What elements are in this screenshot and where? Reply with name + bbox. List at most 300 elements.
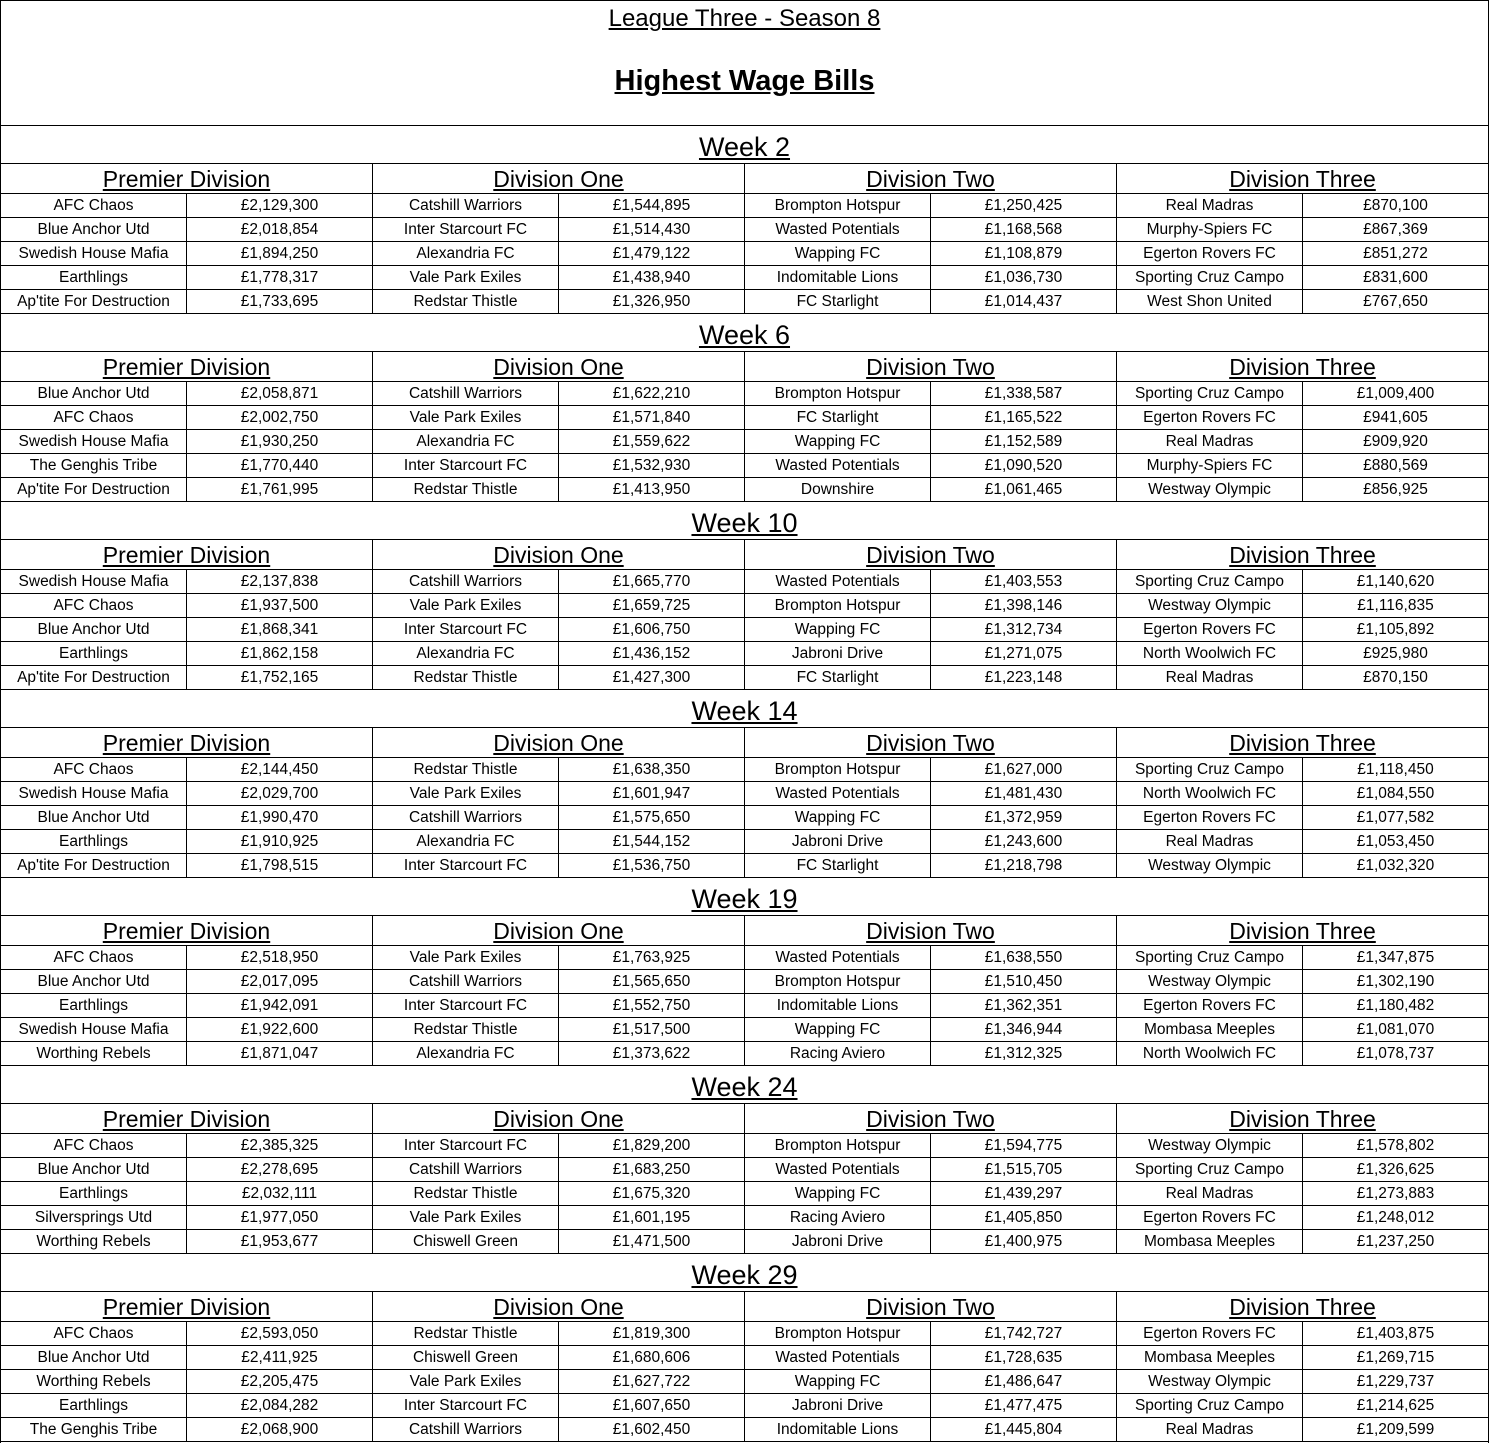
wage-cell[interactable]: £1,471,500 [612,1233,691,1250]
wage-cell[interactable]: £1,930,250 [240,433,319,450]
team-cell[interactable]: Redstar Thistle [373,666,559,689]
team-cell[interactable]: Real Madras [1117,194,1303,217]
team-cell[interactable]: Real Madras [1117,1418,1303,1441]
team-cell[interactable]: Real Madras [1117,430,1303,453]
wage-cell[interactable]: £1,862,158 [240,645,319,662]
wage-cell[interactable]: £1,152,589 [984,433,1063,450]
team-cell[interactable]: Sporting Cruz Campo [1117,1394,1303,1417]
team-cell[interactable]: Brompton Hotspur [745,970,931,993]
wage-cell[interactable]: £1,009,400 [1356,385,1435,402]
team-cell[interactable]: Vale Park Exiles [373,266,559,289]
wage-cell[interactable]: £1,638,550 [984,949,1063,966]
wage-cell[interactable]: £1,665,770 [612,573,691,590]
team-cell[interactable]: Blue Anchor Utd [1,1158,187,1181]
wage-cell[interactable]: £1,405,850 [984,1209,1063,1226]
team-cell[interactable]: The Genghis Tribe [1,454,187,477]
team-cell[interactable]: Westway Olympic [1117,1370,1303,1393]
wage-cell[interactable]: £2,144,450 [240,761,319,778]
team-cell[interactable]: Catshill Warriors [373,382,559,405]
team-cell[interactable]: Wapping FC [745,1182,931,1205]
team-cell[interactable]: Wasted Potentials [745,946,931,969]
wage-cell[interactable]: £941,605 [1363,409,1428,426]
team-cell[interactable]: Egerton Rovers FC [1117,1322,1303,1345]
wage-cell[interactable]: £1,514,430 [612,221,691,238]
wage-cell[interactable]: £1,559,622 [612,433,691,450]
team-cell[interactable]: Redstar Thistle [373,290,559,313]
team-cell[interactable]: Blue Anchor Utd [1,382,187,405]
wage-cell[interactable]: £1,078,737 [1356,1045,1435,1062]
wage-cell[interactable]: £1,436,152 [612,645,691,662]
wage-cell[interactable]: £1,659,725 [612,597,691,614]
team-cell[interactable]: Brompton Hotspur [745,382,931,405]
wage-cell[interactable]: £1,683,250 [612,1161,691,1178]
wage-cell[interactable]: £1,515,705 [984,1161,1063,1178]
team-cell[interactable]: FC Starlight [745,854,931,877]
wage-cell[interactable]: £1,486,647 [984,1373,1063,1390]
wage-cell[interactable]: £1,273,883 [1356,1185,1435,1202]
team-cell[interactable]: Wapping FC [745,806,931,829]
division-table [1,1292,373,1442]
wage-cell[interactable]: £1,601,195 [612,1209,691,1226]
team-cell[interactable]: Brompton Hotspur [745,594,931,617]
wage-cell[interactable]: £1,403,875 [1356,1325,1435,1342]
wage-cell[interactable]: £1,116,835 [1357,597,1434,614]
wage-cell[interactable]: £2,002,750 [240,409,319,426]
wage-cell[interactable]: £1,223,148 [984,669,1063,686]
team-cell[interactable]: Earthlings [1,266,187,289]
team-cell[interactable]: Brompton Hotspur [745,758,931,781]
division-title: Division One [373,1292,744,1322]
team-cell[interactable]: Redstar Thistle [373,478,559,501]
team-cell[interactable]: Wasted Potentials [745,1158,931,1181]
team-cell[interactable]: Jabroni Drive [745,830,931,853]
division-title: Division Two [745,1292,1116,1322]
team-cell[interactable]: Brompton Hotspur [745,1322,931,1345]
wage-cell[interactable]: £1,362,351 [984,997,1063,1014]
team-cell[interactable]: The Genghis Tribe [1,1418,187,1441]
table-row [373,618,744,642]
team-cell[interactable]: Murphy-Spiers FC [1117,218,1303,241]
table-row [1,406,372,430]
team-cell[interactable]: Swedish House Mafia [1,430,187,453]
team-cell[interactable]: Blue Anchor Utd [1,806,187,829]
wage-cell[interactable]: £1,922,600 [240,1021,319,1038]
team-cell[interactable]: Catshill Warriors [373,806,559,829]
team-cell[interactable]: Catshill Warriors [373,1418,559,1441]
team-cell[interactable]: Jabroni Drive [745,1230,931,1253]
wage-cell[interactable]: £870,150 [1363,669,1428,686]
team-cell[interactable]: Jabroni Drive [745,1394,931,1417]
team-cell[interactable]: Murphy-Spiers FC [1117,454,1303,477]
team-cell[interactable]: Inter Starcourt FC [373,618,559,641]
table-row [1117,266,1488,290]
team-cell[interactable]: Inter Starcourt FC [373,994,559,1017]
team-cell[interactable]: Alexandria FC [373,242,559,265]
wage-cell[interactable]: £1,372,959 [984,809,1063,826]
wage-cell[interactable]: £1,477,475 [984,1397,1063,1414]
team-cell[interactable]: Westway Olympic [1117,854,1303,877]
wage-cell[interactable]: £1,140,620 [1356,573,1435,590]
wage-cell[interactable]: £2,593,050 [240,1325,319,1342]
wage-cell[interactable]: £2,032,111 [241,1185,318,1202]
wage-cell[interactable]: £1,544,152 [612,833,691,850]
wage-cell[interactable]: £2,205,475 [240,1373,319,1390]
team-cell[interactable]: Alexandria FC [373,430,559,453]
wage-cell[interactable]: £1,271,075 [984,645,1063,662]
team-cell[interactable]: Mombasa Meeples [1117,1230,1303,1253]
table-row [1117,242,1488,266]
wage-cell[interactable]: £1,445,804 [984,1421,1063,1438]
team-cell[interactable]: Redstar Thistle [373,1322,559,1345]
team-cell[interactable]: Sporting Cruz Campo [1117,570,1303,593]
wage-cell[interactable]: £1,312,734 [984,621,1063,638]
wage-cell[interactable]: £1,398,146 [984,597,1063,614]
team-cell[interactable]: Indomitable Lions [745,994,931,1017]
wage-cell[interactable]: £2,017,095 [240,973,319,990]
wage-cell[interactable]: £1,438,940 [612,269,691,286]
team-cell[interactable]: Catshill Warriors [373,570,559,593]
team-cell[interactable]: AFC Chaos [1,406,187,429]
wage-cell[interactable]: £1,269,715 [1356,1349,1435,1366]
wage-cell[interactable]: £831,600 [1363,269,1428,286]
team-cell[interactable]: Earthlings [1,994,187,1017]
wage-cell[interactable]: £2,129,300 [240,197,319,214]
team-cell[interactable]: Alexandria FC [373,642,559,665]
team-cell[interactable]: Westway Olympic [1117,970,1303,993]
wage-cell[interactable]: £870,100 [1363,197,1428,214]
team-cell[interactable]: Sporting Cruz Campo [1117,382,1303,405]
team-cell[interactable]: Catshill Warriors [373,1158,559,1181]
wage-cell[interactable]: £2,411,925 [241,1349,318,1366]
wage-cell[interactable]: £1,977,050 [240,1209,319,1226]
wage-cell[interactable]: £1,403,553 [984,573,1063,590]
wage-cell[interactable]: £1,575,650 [612,809,691,826]
wage-cell[interactable]: £1,868,341 [240,621,319,638]
table-row [1117,1418,1488,1442]
wage-cell[interactable]: £2,137,838 [240,573,319,590]
team-cell[interactable]: Indomitable Lions [745,1418,931,1441]
team-cell[interactable]: Egerton Rovers FC [1117,1206,1303,1229]
team-cell[interactable]: Wasted Potentials [745,218,931,241]
wage-cell[interactable]: £1,742,727 [984,1325,1063,1342]
wage-cell[interactable]: £1,118,450 [1357,761,1434,778]
wage-cell[interactable]: £1,346,944 [984,1021,1063,1038]
team-cell[interactable]: Westway Olympic [1117,478,1303,501]
wage-cell[interactable]: £851,272 [1363,245,1428,262]
team-cell[interactable]: Wapping FC [745,242,931,265]
team-cell[interactable]: Earthlings [1,830,187,853]
team-cell[interactable]: FC Starlight [745,290,931,313]
wage-cell[interactable]: £1,770,440 [240,457,319,474]
team-cell[interactable]: Ap'tite For Destruction [1,290,187,313]
wage-cell[interactable]: £1,990,470 [240,809,319,826]
team-cell[interactable]: Brompton Hotspur [745,1134,931,1157]
wage-cell[interactable]: £1,400,975 [984,1233,1063,1250]
wage-cell[interactable]: £1,036,730 [984,269,1063,286]
wage-cell[interactable]: £1,481,430 [984,785,1063,802]
team-cell[interactable]: Redstar Thistle [373,1018,559,1041]
team-cell[interactable]: Blue Anchor Utd [1,970,187,993]
wage-cell[interactable]: £1,622,210 [612,385,691,402]
wage-cell[interactable]: £1,606,750 [612,621,691,638]
wage-cell[interactable]: £767,650 [1363,293,1428,310]
wage-cell[interactable]: £1,552,750 [612,997,691,1014]
division-title: Division Two [745,352,1116,382]
wage-cell[interactable]: £1,250,425 [984,197,1063,214]
wage-cell[interactable]: £1,937,500 [240,597,319,614]
team-cell[interactable]: AFC Chaos [1,758,187,781]
wage-cell[interactable]: £1,571,840 [612,409,691,426]
team-cell[interactable]: Mombasa Meeples [1117,1346,1303,1369]
team-cell[interactable]: Egerton Rovers FC [1117,806,1303,829]
table-row [745,946,1116,970]
team-cell[interactable]: Swedish House Mafia [1,1018,187,1041]
team-cell[interactable]: Wapping FC [745,430,931,453]
wage-cell[interactable]: £1,084,550 [1356,785,1435,802]
team-cell[interactable]: Jabroni Drive [745,642,931,665]
team-cell[interactable]: Inter Starcourt FC [373,1134,559,1157]
team-cell[interactable]: AFC Chaos [1,594,187,617]
team-cell[interactable]: Vale Park Exiles [373,406,559,429]
wage-cell[interactable]: £1,544,895 [612,197,691,214]
team-cell[interactable]: West Shon United [1117,290,1303,313]
team-cell[interactable]: Vale Park Exiles [373,782,559,805]
wage-cell[interactable]: £1,510,450 [984,973,1063,990]
team-cell[interactable]: Wasted Potentials [745,454,931,477]
team-cell[interactable]: FC Starlight [745,666,931,689]
divisions-row [1,1104,1488,1254]
wage-cell[interactable]: £1,675,320 [612,1185,691,1202]
wage-cell[interactable]: £856,925 [1363,481,1428,498]
wage-cell[interactable]: £1,752,165 [240,669,319,686]
table-row [1,1394,372,1418]
team-cell[interactable]: Westway Olympic [1117,594,1303,617]
wage-cell[interactable]: £1,763,925 [612,949,691,966]
team-cell[interactable]: Swedish House Mafia [1,570,187,593]
wage-cell[interactable]: £1,761,995 [240,481,319,498]
team-cell[interactable]: Worthing Rebels [1,1370,187,1393]
team-cell[interactable]: Egerton Rovers FC [1117,242,1303,265]
team-cell[interactable]: Worthing Rebels [1,1230,187,1253]
wage-cell[interactable]: £2,278,695 [240,1161,319,1178]
wage-cell[interactable]: £1,413,950 [612,481,691,498]
wage-cell[interactable]: £1,594,775 [984,1137,1063,1154]
wage-cell[interactable]: £1,532,930 [612,457,691,474]
divisions-row [1,164,1488,314]
wage-cell[interactable]: £2,018,854 [240,221,319,238]
team-cell[interactable]: Wasted Potentials [745,1346,931,1369]
team-cell[interactable]: Catshill Warriors [373,194,559,217]
team-cell[interactable]: FC Starlight [745,406,931,429]
team-cell[interactable]: Real Madras [1117,666,1303,689]
wage-cell[interactable]: £1,243,600 [984,833,1063,850]
team-cell[interactable]: AFC Chaos [1,194,187,217]
team-cell[interactable]: Swedish House Mafia [1,782,187,805]
wage-cell[interactable]: £1,108,879 [984,245,1063,262]
wage-cell[interactable]: £1,180,482 [1356,997,1435,1014]
table-row [1,290,372,314]
wage-cell[interactable]: £1,607,650 [612,1397,691,1414]
wage-cell[interactable]: £1,248,012 [1356,1209,1435,1226]
team-cell[interactable]: Sporting Cruz Campo [1117,266,1303,289]
wage-cell[interactable]: £1,209,599 [1356,1421,1435,1438]
team-cell[interactable]: Inter Starcourt FC [373,1394,559,1417]
wage-cell[interactable]: £1,105,892 [1356,621,1435,638]
team-cell[interactable]: AFC Chaos [1,1134,187,1157]
wage-cell[interactable]: £1,778,317 [240,269,319,286]
team-cell[interactable]: Inter Starcourt FC [373,218,559,241]
team-cell[interactable]: Indomitable Lions [745,266,931,289]
team-cell[interactable]: Inter Starcourt FC [373,854,559,877]
wage-cell[interactable]: £880,569 [1363,457,1428,474]
wage-cell[interactable]: £1,312,325 [984,1045,1063,1062]
wage-cell[interactable]: £2,068,900 [240,1421,319,1438]
wage-cell[interactable]: £1,871,047 [240,1045,319,1062]
team-cell[interactable]: Ap'tite For Destruction [1,854,187,877]
wage-cell[interactable]: £2,058,871 [240,385,319,402]
wage-cell[interactable]: £1,578,802 [1356,1137,1435,1154]
wage-cell[interactable]: £1,014,437 [984,293,1063,310]
wage-cell[interactable]: £1,942,091 [240,997,319,1014]
team-cell[interactable]: Brompton Hotspur [745,194,931,217]
wage-cell[interactable]: £1,237,250 [1356,1233,1435,1250]
table-row [1117,970,1488,994]
team-cell[interactable]: Inter Starcourt FC [373,454,559,477]
division-table [1,1104,373,1254]
team-cell[interactable]: Wapping FC [745,1370,931,1393]
table-row [1117,758,1488,782]
wage-cell[interactable]: £1,032,320 [1356,857,1435,874]
team-cell[interactable]: AFC Chaos [1,1322,187,1345]
wage-cell[interactable]: £1,910,925 [240,833,319,850]
team-cell[interactable]: Sporting Cruz Campo [1117,946,1303,969]
wage-cell[interactable]: £1,427,300 [612,669,691,686]
wage-cell[interactable]: £2,084,282 [240,1397,319,1414]
wage-cell[interactable]: £1,728,635 [984,1349,1063,1366]
wage-cell[interactable]: £1,347,875 [1356,949,1435,966]
team-cell[interactable]: Vale Park Exiles [373,1206,559,1229]
wage-cell[interactable]: £1,061,465 [984,481,1063,498]
team-cell[interactable]: Alexandria FC [373,830,559,853]
wage-cell[interactable]: £867,369 [1363,221,1428,238]
team-cell[interactable]: Chiswell Green [373,1230,559,1253]
wage-cell[interactable]: £1,602,450 [612,1421,691,1438]
team-cell[interactable]: AFC Chaos [1,946,187,969]
team-cell[interactable]: North Woolwich FC [1117,642,1303,665]
wage-cell[interactable]: £1,601,947 [612,785,691,802]
wage-cell[interactable]: £1,053,450 [1356,833,1435,850]
wage-cell[interactable]: £1,168,568 [984,221,1063,238]
team-cell[interactable]: Worthing Rebels [1,1042,187,1065]
team-cell[interactable]: Wapping FC [745,1018,931,1041]
team-cell[interactable]: Egerton Rovers FC [1117,406,1303,429]
team-cell[interactable]: Sporting Cruz Campo [1117,758,1303,781]
wage-cell[interactable]: £1,829,200 [612,1137,691,1154]
wage-cell[interactable]: £1,953,677 [240,1233,319,1250]
table-row [1,1018,372,1042]
wage-cell[interactable]: £1,798,515 [240,857,319,874]
team-cell[interactable]: Ap'tite For Destruction [1,666,187,689]
team-cell[interactable]: Real Madras [1117,830,1303,853]
wage-cell[interactable]: £1,165,522 [984,409,1063,426]
wage-cell[interactable]: £1,326,625 [1356,1161,1435,1178]
table-row [1,266,372,290]
team-cell[interactable]: Racing Aviero [745,1042,931,1065]
wage-cell[interactable]: £1,214,625 [1356,1397,1435,1414]
wage-cell[interactable]: £1,894,250 [240,245,319,262]
team-cell[interactable]: Wasted Potentials [745,782,931,805]
team-cell[interactable]: North Woolwich FC [1117,782,1303,805]
team-cell[interactable]: Blue Anchor Utd [1,1346,187,1369]
wage-cell[interactable]: £1,373,622 [612,1045,691,1062]
wage-cell[interactable]: £2,385,325 [240,1137,319,1154]
team-cell[interactable]: Swedish House Mafia [1,242,187,265]
wage-cell[interactable]: £1,479,122 [612,245,691,262]
wage-cell[interactable]: £1,627,722 [612,1373,691,1390]
team-cell[interactable]: Egerton Rovers FC [1117,994,1303,1017]
team-cell[interactable]: Vale Park Exiles [373,594,559,617]
team-cell[interactable]: North Woolwich FC [1117,1042,1303,1065]
team-cell[interactable]: Catshill Warriors [373,970,559,993]
team-cell[interactable]: Egerton Rovers FC [1117,618,1303,641]
wage-cell[interactable]: £1,081,070 [1356,1021,1435,1038]
team-cell[interactable]: Blue Anchor Utd [1,618,187,641]
team-cell[interactable]: Downshire [745,478,931,501]
team-cell[interactable]: Redstar Thistle [373,758,559,781]
wage-cell[interactable]: £1,229,737 [1356,1373,1435,1390]
wage-cell[interactable]: £1,565,650 [612,973,691,990]
team-cell[interactable]: Mombasa Meeples [1117,1018,1303,1041]
wage-cell[interactable]: £925,980 [1363,645,1428,662]
team-cell[interactable]: Earthlings [1,1182,187,1205]
wage-cell[interactable]: £1,302,190 [1356,973,1435,990]
wage-cell[interactable]: £1,218,798 [984,857,1063,874]
team-cell[interactable]: Racing Aviero [745,1206,931,1229]
wage-cell[interactable]: £2,029,700 [240,785,319,802]
wage-cell[interactable]: £2,518,950 [240,949,319,966]
team-cell[interactable]: Ap'tite For Destruction [1,478,187,501]
team-cell[interactable]: Wapping FC [745,618,931,641]
wage-cell[interactable]: £1,338,587 [984,385,1063,402]
team-cell[interactable]: Alexandria FC [373,1042,559,1065]
wage-cell[interactable]: £1,733,695 [240,293,319,310]
wage-cell[interactable]: £1,536,750 [612,857,691,874]
team-cell[interactable]: Sporting Cruz Campo [1117,1158,1303,1181]
wage-cell[interactable]: £1,680,606 [612,1349,691,1366]
wage-cell[interactable]: £1,090,520 [984,457,1063,474]
team-cell[interactable]: Wasted Potentials [745,570,931,593]
team-cell[interactable]: Real Madras [1117,1182,1303,1205]
wage-cell[interactable]: £1,638,350 [612,761,691,778]
team-cell[interactable]: Earthlings [1,642,187,665]
wage-cell[interactable]: £1,077,582 [1356,809,1435,826]
division-table [1,164,373,314]
wage-cell[interactable]: £909,920 [1363,433,1428,450]
team-cell[interactable]: Blue Anchor Utd [1,218,187,241]
team-cell[interactable]: Redstar Thistle [373,1182,559,1205]
team-cell[interactable]: Chiswell Green [373,1346,559,1369]
team-cell[interactable]: Silversprings Utd [1,1206,187,1229]
wage-cell[interactable]: £1,517,500 [612,1021,691,1038]
wage-cell[interactable]: £1,439,297 [984,1185,1063,1202]
team-cell[interactable]: Vale Park Exiles [373,1370,559,1393]
wage-cell[interactable]: £1,326,950 [612,293,691,310]
team-cell[interactable]: Vale Park Exiles [373,946,559,969]
wage-cell[interactable]: £1,819,300 [612,1325,691,1342]
team-cell[interactable]: Earthlings [1,1394,187,1417]
team-cell[interactable]: Westway Olympic [1117,1134,1303,1157]
wage-cell[interactable]: £1,627,000 [984,761,1063,778]
